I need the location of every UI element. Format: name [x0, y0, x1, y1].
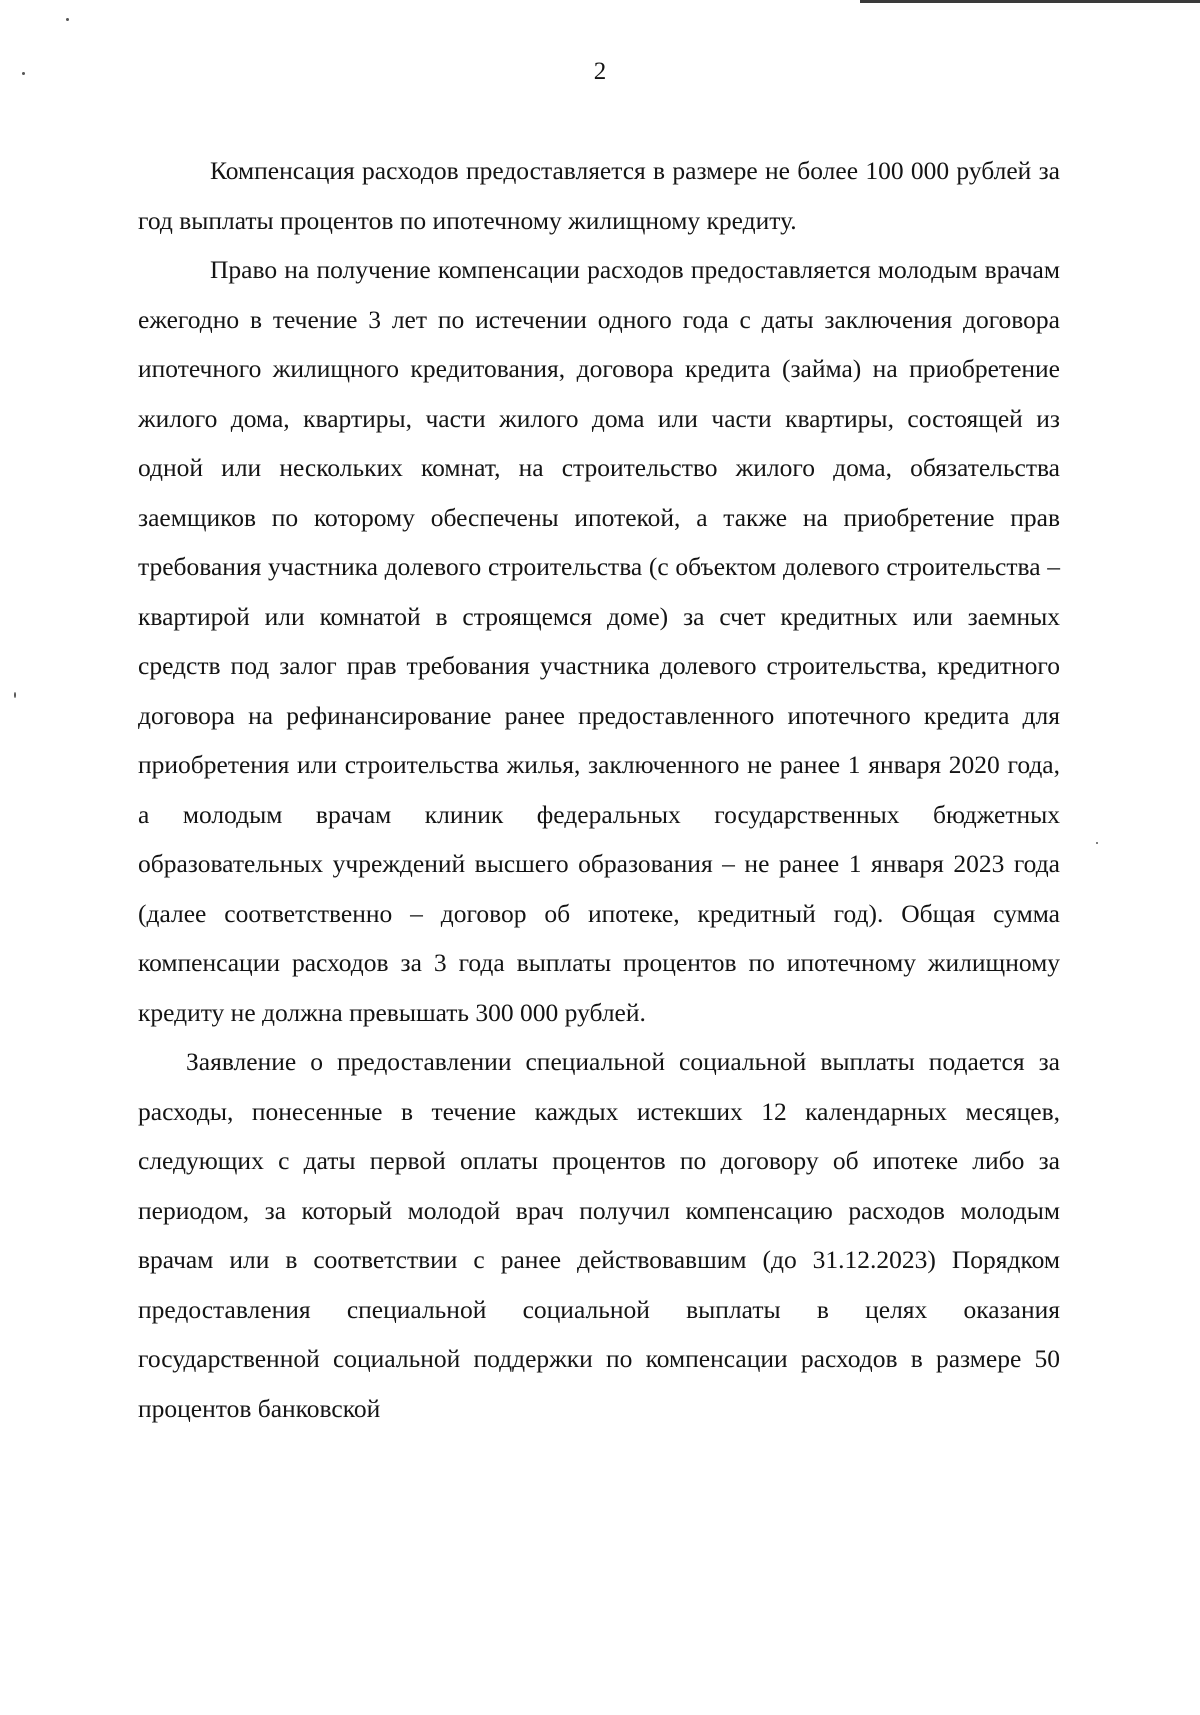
paragraph: Заявление о предоставлении специальной социальной выплаты подается за расходы, понесенные в течение каждых истекших 12 календарных месяцев, следующих с даты первой оплаты процентов по договору об ипотеке либо за периодом, за который молодой врач получил компенсацию расходов молодым врачам или в соответствии с ранее действовавшим (до 31.12.2023) Порядком предоставления специальной социальной выплаты в целях оказания государственной социальной поддержки по компенсации расходов в размере 50 процентов банковской — [138, 1047, 1060, 1423]
document-body — [138, 146, 1060, 1433]
page-number: 2 — [593, 58, 607, 85]
scan-speck — [1096, 842, 1098, 844]
top-rule — [860, 0, 1200, 3]
paragraph: Право на получение компенсации расходов предоставляется молодым врачам ежегодно в течение 3 лет по истечении одного года с даты заключения договора ипотечного жилищного кредитования, договора кредита (займа) на приобретение жилого дома, квартиры, части жилого дома или части квартиры, состоящей из одной или нескольких комнат, на строительство жилого дома, обязательства заемщиков по которому обеспечены ипотекой, а также на приобретение прав требования участника долевого строительства (с объектом долевого строительства – квартирой или комнатой в строящемся доме) за счет кредитных или заемных средств под залог прав требования участника долевого строительства, кредитного договора на рефинансирование ранее предоставленного ипотечного кредита для приобретения или строительства жилья, заключенного не ранее 1 января 2020 года, а молодым врачам клиник федеральных государственных бюджетных образовательных учреждений высшего образования – не ранее 1 января 2023 года (далее соответственно – договор об ипотеке, кредитный год). Общая сумма компенсации расходов за 3 года выплаты процентов по ипотечному жилищному кредиту не должна превышать 300 000 рублей. — [138, 255, 1060, 1027]
paragraph: Компенсация расходов предоставляется в размере не более 100 000 рублей за год выплаты процентов по ипотечному жилищному кредиту. — [138, 156, 1060, 235]
scan-speck — [66, 18, 69, 21]
scan-speck — [14, 692, 16, 698]
